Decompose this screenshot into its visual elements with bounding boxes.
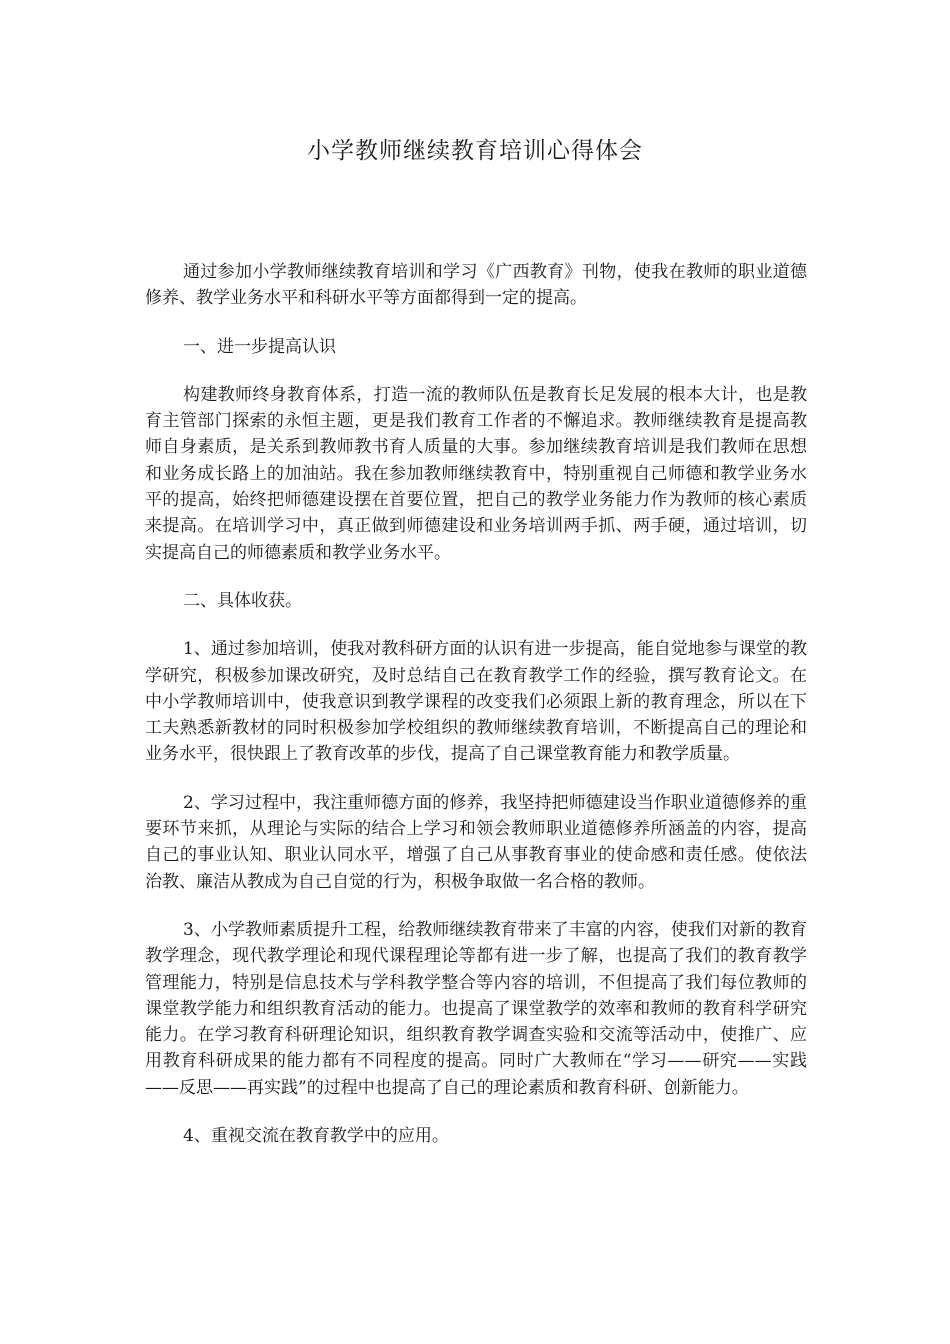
section-1-paragraph: 构建教师终身教育体系，打造一流的教师队伍是教育长足发展的根本大计，也是教育主管部门探索的永恒主题，更是我们教育工作者的不懈追求。教师继续教育是提高教师自身素质，是关系到教师教书育人质量的大事。参加继续教育培训是我们教师在思想和业务成长路上的加油站。我在参加教师继续教育中，特别重视自己师德和教学业务水平的提高，始终把师德建设摆在首要位置，把自己的教学业务能力作为教师的核心素质来提高。在培训学习中，真正做到师德建设和业务培训两手抓、两手硬，通过培训，切实提高自己的师德素质和教学业务水平。 [145,384,807,563]
section-2-heading: 二、具体收获。 [183,590,302,611]
item-3-paragraph: 3、小学教师素质提升工程，给教师继续教育带来了丰富的内容，使我们对新的教育教学理念，现代教学理论和现代课程理论等都有进一步了解，也提高了我们的教育教学管理能力，特别是信息技术与学科教学整合等内容的培训，不但提高了我们每位教师的课堂教学能力和组织教育活动的能力。也提高了课堂教学的效率和教师的教育科学研究能力。在学习教育科研理论知识，组织教育教学调查实验和交流等活动中，使推广、应用教育科研成果的能力都有不同程度的提高。同时广大教师在“学习——研究——实践——反思——再实践”的过程中也提高了自己的理论素质和教育科研、创新能力。 [145,919,807,1098]
document-title: 小学教师继续教育培训心得体会 [307,138,643,164]
item-2-paragraph: 2、学习过程中，我注重师德方面的修养，我坚持把师德建设当作职业道德修养的重要环节来抓，从理论与实际的结合上学习和领会教师职业道德修养所涵盖的内容，提高自己的事业认知、职业认同水平，增强了自己从事教育事业的使命感和责任感。使依法治教、廉洁从教成为自己自觉的行为，积极争取做一名合格的教师。 [145,792,807,892]
item-1-paragraph: 1、通过参加培训，使我对教科研方面的认识有进一步提高，能自觉地参与课堂的教学研究，积极参加课改研究，及时总结自己在教育教学工作的经验，撰写教育论文。在中小学教师培训中，使我意识到教学课程的改变我们必须跟上新的教育理念，所以在下工夫熟悉新教材的同时积极参加学校组织的教师继续教育培训，不断提高自己的理论和业务水平，很快跟上了教育改革的步伐，提高了自己课堂教育能力和教学质量。 [145,639,807,765]
section-1-heading: 一、进一步提高认识 [183,336,336,357]
item-4-heading: 4、重视交流在教育教学中的应用。 [183,1126,449,1147]
document-body [145,259,807,1171]
intro-paragraph: 通过参加小学教师继续教育培训和学习《广西教育》刊物，使我在教师的职业道德修养、教学业务水平和科研水平等方面都得到一定的提高。 [145,262,807,309]
